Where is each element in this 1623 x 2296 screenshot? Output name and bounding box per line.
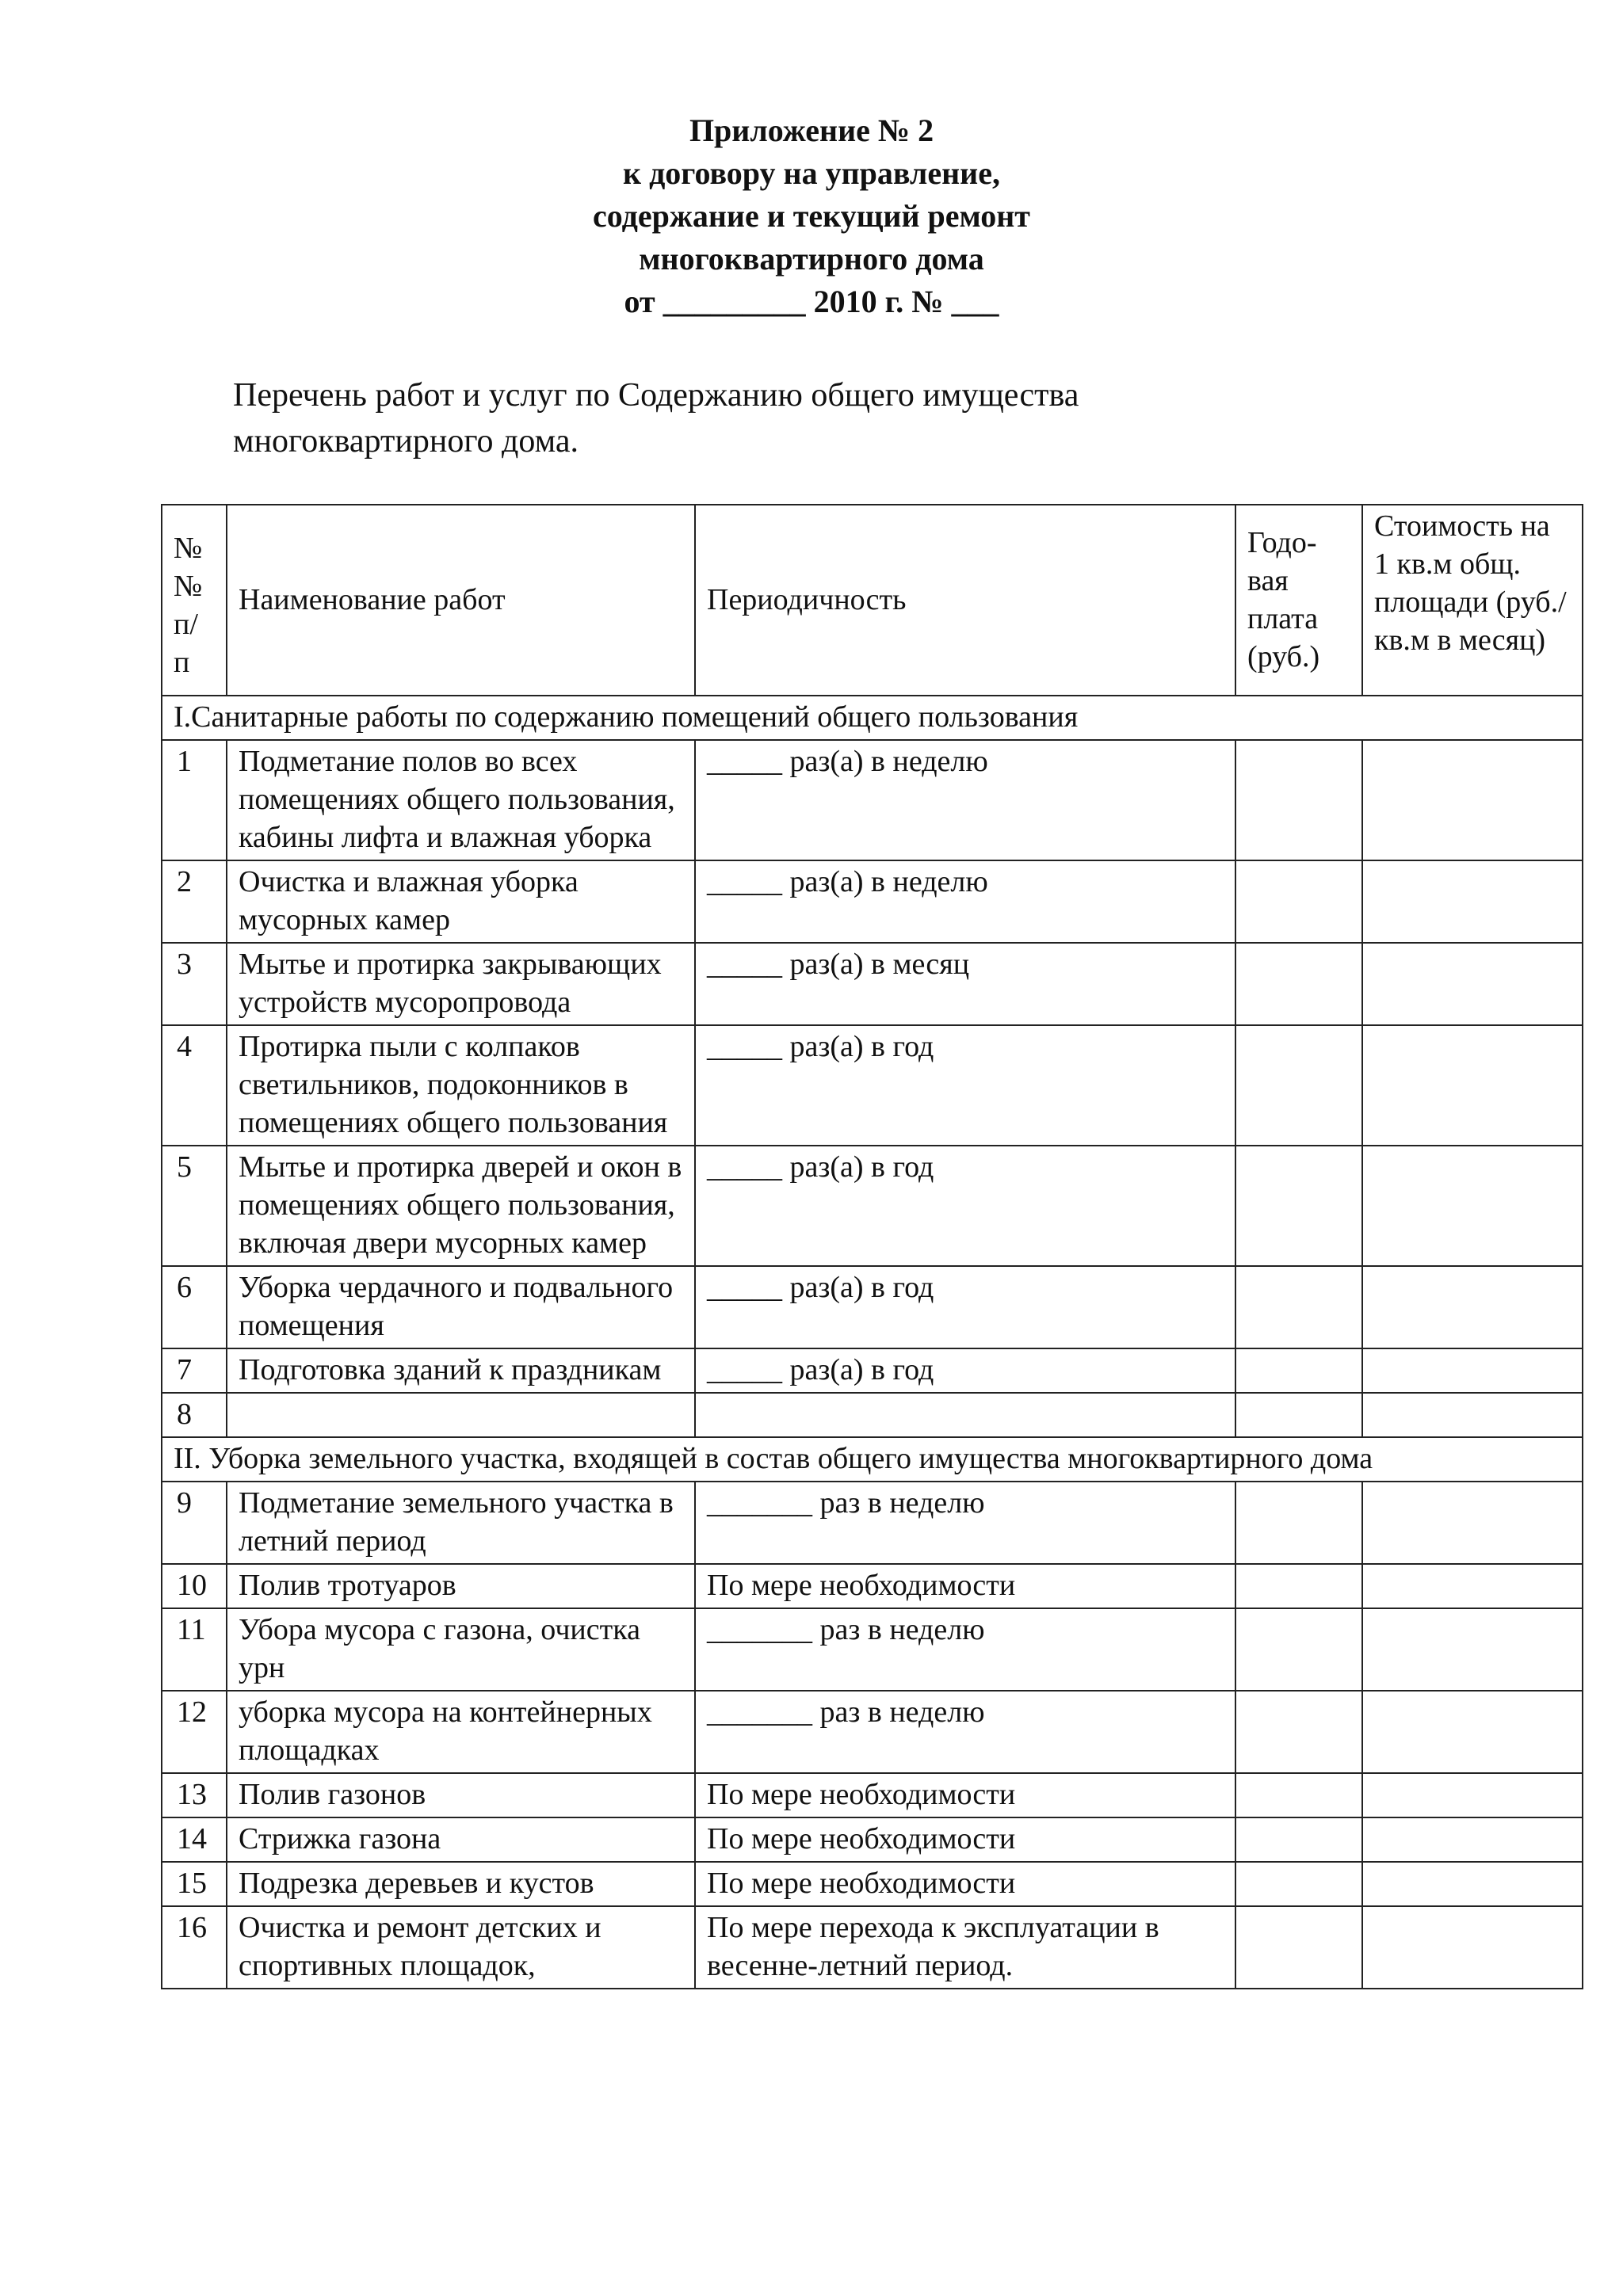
row-price bbox=[1362, 860, 1583, 943]
row-price bbox=[1362, 1266, 1583, 1348]
row-annual-fee bbox=[1235, 1393, 1362, 1437]
row-number: 5 bbox=[162, 1146, 227, 1266]
table-row bbox=[162, 1564, 1583, 1608]
row-price bbox=[1362, 1146, 1583, 1266]
row-annual-fee bbox=[1235, 1564, 1362, 1608]
row-annual-fee bbox=[1235, 1608, 1362, 1691]
header-annual: Годо- вая плата (руб.) bbox=[1235, 505, 1362, 696]
header-line-4: многоквартирного дома bbox=[639, 241, 984, 277]
table-row bbox=[162, 1025, 1583, 1146]
row-period bbox=[695, 1393, 1235, 1437]
table-row bbox=[162, 943, 1583, 1025]
row-period: _____ раз(а) в месяц bbox=[695, 943, 1235, 1025]
row-number: 2 bbox=[162, 860, 227, 943]
row-period: _____ раз(а) в год bbox=[695, 1025, 1235, 1146]
table-row bbox=[162, 1146, 1583, 1266]
row-work-name: Очистка и ремонт детских и спортивных площадок, bbox=[227, 1906, 695, 1989]
row-annual-fee bbox=[1235, 740, 1362, 860]
table-row bbox=[162, 1482, 1583, 1564]
row-annual-fee bbox=[1235, 860, 1362, 943]
works-table bbox=[161, 504, 1583, 1989]
row-work-name: Уборка чердачного и подвального помещения bbox=[227, 1266, 695, 1348]
table-row bbox=[162, 1906, 1583, 1989]
row-number: 8 bbox=[162, 1393, 227, 1437]
section-row bbox=[162, 1437, 1583, 1482]
table-row bbox=[162, 1773, 1583, 1817]
row-work-name: Полив газонов bbox=[227, 1773, 695, 1817]
header-period: Периодичность bbox=[695, 505, 1235, 696]
table-row bbox=[162, 860, 1583, 943]
row-annual-fee bbox=[1235, 1817, 1362, 1862]
row-number: 7 bbox=[162, 1348, 227, 1393]
row-work-name: Подметание полов во всех помещениях общего пользования, кабины лифта и влажная уборка bbox=[227, 740, 695, 860]
header-num: № № п/ п bbox=[162, 505, 227, 696]
row-number: 15 bbox=[162, 1862, 227, 1906]
row-number: 1 bbox=[162, 740, 227, 860]
row-price bbox=[1362, 943, 1583, 1025]
table-row bbox=[162, 1817, 1583, 1862]
row-price bbox=[1362, 1482, 1583, 1564]
subtitle-line-1: Перечень работ и услуг по Содержанию общего имущества bbox=[233, 377, 1079, 414]
row-period: По мере необходимости bbox=[695, 1564, 1235, 1608]
row-period: _____ раз(а) в год bbox=[695, 1266, 1235, 1348]
table-row bbox=[162, 1266, 1583, 1348]
table-row bbox=[162, 1862, 1583, 1906]
row-work-name bbox=[227, 1393, 695, 1437]
row-number: 16 bbox=[162, 1906, 227, 1989]
row-work-name: Подметание земельного участка в летний период bbox=[227, 1482, 695, 1564]
row-work-name: Подрезка деревьев и кустов bbox=[227, 1862, 695, 1906]
header-line-5: от _________ 2010 г. № ___ bbox=[624, 284, 999, 319]
row-period: _______ раз в неделю bbox=[695, 1691, 1235, 1773]
section-row bbox=[162, 696, 1583, 740]
row-work-name: Протирка пыли с колпаков светильников, подоконников в помещениях общего пользования bbox=[227, 1025, 695, 1146]
row-annual-fee bbox=[1235, 1348, 1362, 1393]
row-period: По мере необходимости bbox=[695, 1817, 1235, 1862]
row-number: 6 bbox=[162, 1266, 227, 1348]
row-number: 12 bbox=[162, 1691, 227, 1773]
row-annual-fee bbox=[1235, 1025, 1362, 1146]
row-period: _______ раз в неделю bbox=[695, 1482, 1235, 1564]
row-price bbox=[1362, 1025, 1583, 1146]
row-price bbox=[1362, 1608, 1583, 1691]
row-number: 3 bbox=[162, 943, 227, 1025]
row-price bbox=[1362, 1817, 1583, 1862]
row-work-name: Стрижка газона bbox=[227, 1817, 695, 1862]
row-price bbox=[1362, 1348, 1583, 1393]
row-period: По мере необходимости bbox=[695, 1773, 1235, 1817]
row-price bbox=[1362, 1393, 1583, 1437]
row-work-name: уборка мусора на контейнерных площадках bbox=[227, 1691, 695, 1773]
row-period: _____ раз(а) в год bbox=[695, 1348, 1235, 1393]
row-price bbox=[1362, 1691, 1583, 1773]
table-header-row bbox=[162, 505, 1583, 696]
row-annual-fee bbox=[1235, 1906, 1362, 1989]
row-number: 10 bbox=[162, 1564, 227, 1608]
row-work-name: Очистка и влажная уборка мусорных камер bbox=[227, 860, 695, 943]
row-number: 14 bbox=[162, 1817, 227, 1862]
table-row bbox=[162, 1691, 1583, 1773]
row-price bbox=[1362, 1862, 1583, 1906]
row-period: _____ раз(а) в неделю bbox=[695, 740, 1235, 860]
header-line-2: к договору на управление, bbox=[623, 155, 1000, 191]
header-line-1: Приложение № 2 bbox=[689, 113, 934, 148]
header-line-3: содержание и текущий ремонт bbox=[593, 198, 1030, 234]
subtitle-line-2: многоквартирного дома. bbox=[233, 423, 579, 460]
row-period: По мере необходимости bbox=[695, 1862, 1235, 1906]
row-period: _______ раз в неделю bbox=[695, 1608, 1235, 1691]
row-price bbox=[1362, 1906, 1583, 1989]
row-period: По мере перехода к эксплуатации в весенне-летний период. bbox=[695, 1906, 1235, 1989]
document-header bbox=[0, 109, 1623, 323]
row-number: 4 bbox=[162, 1025, 227, 1146]
row-annual-fee bbox=[1235, 1146, 1362, 1266]
table-row bbox=[162, 1608, 1583, 1691]
row-work-name: Мытье и протирка дверей и окон в помещениях общего пользования, включая двери мусорных камер bbox=[227, 1146, 695, 1266]
row-work-name: Полив тротуаров bbox=[227, 1564, 695, 1608]
table-row bbox=[162, 1393, 1583, 1437]
row-period: _____ раз(а) в год bbox=[695, 1146, 1235, 1266]
row-annual-fee bbox=[1235, 1862, 1362, 1906]
document-subtitle bbox=[233, 372, 1422, 464]
row-price bbox=[1362, 1773, 1583, 1817]
row-price bbox=[1362, 740, 1583, 860]
section-title: II. Уборка земельного участка, входящей в состав общего имущества многоквартирного дома bbox=[162, 1437, 1583, 1482]
header-name: Наименование работ bbox=[227, 505, 695, 696]
table-row bbox=[162, 740, 1583, 860]
section-title: I.Санитарные работы по содержанию помещений общего пользования bbox=[162, 696, 1583, 740]
row-number: 9 bbox=[162, 1482, 227, 1564]
table-row bbox=[162, 1348, 1583, 1393]
row-work-name: Убора мусора с газона, очистка урн bbox=[227, 1608, 695, 1691]
row-annual-fee bbox=[1235, 1773, 1362, 1817]
row-annual-fee bbox=[1235, 1482, 1362, 1564]
row-number: 11 bbox=[162, 1608, 227, 1691]
row-annual-fee bbox=[1235, 943, 1362, 1025]
row-price bbox=[1362, 1564, 1583, 1608]
row-annual-fee bbox=[1235, 1266, 1362, 1348]
row-work-name: Мытье и протирка закрывающих устройств мусоропровода bbox=[227, 943, 695, 1025]
row-number: 13 bbox=[162, 1773, 227, 1817]
header-price: Стоимость на 1 кв.м общ. площади (руб./кв.м в месяц) bbox=[1362, 505, 1583, 696]
row-work-name: Подготовка зданий к праздникам bbox=[227, 1348, 695, 1393]
row-annual-fee bbox=[1235, 1691, 1362, 1773]
row-period: _____ раз(а) в неделю bbox=[695, 860, 1235, 943]
